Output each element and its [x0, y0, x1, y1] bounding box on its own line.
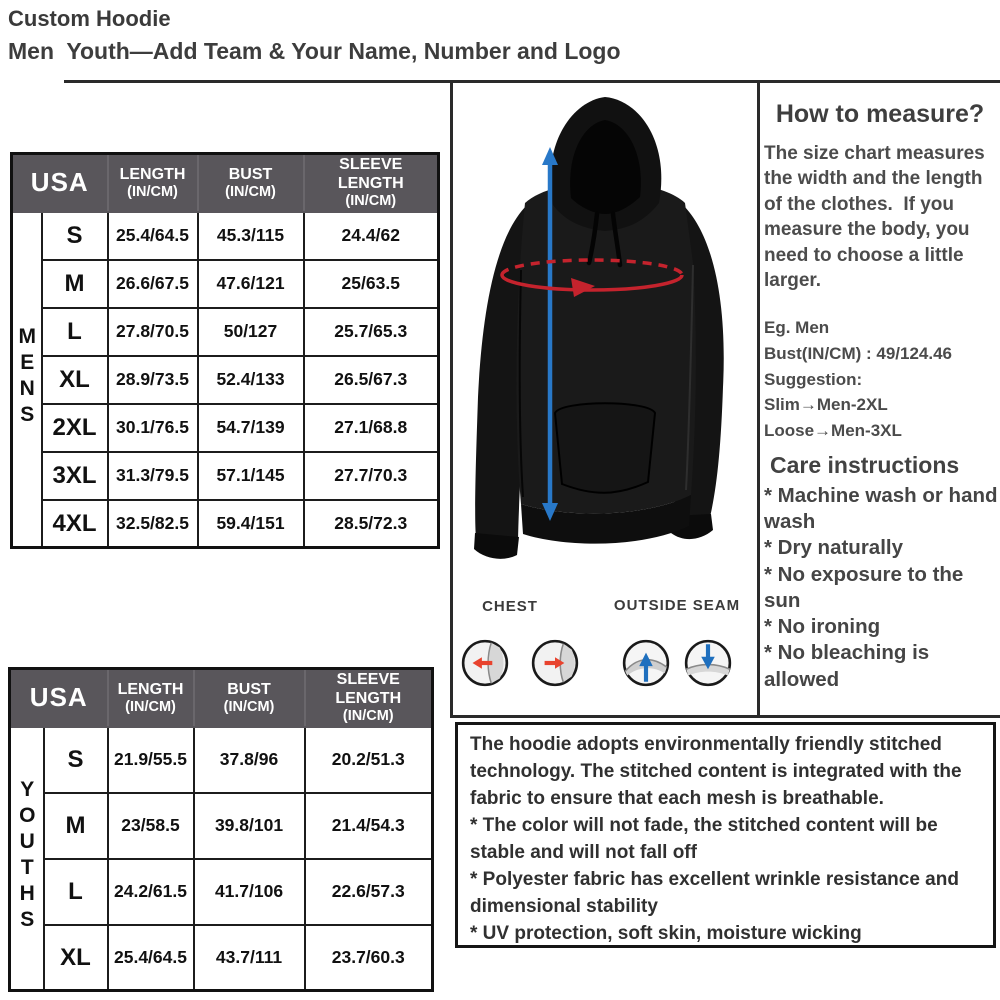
sleeve-cell: 26.5/67.3	[304, 356, 439, 404]
bust-cell: 43.7/111	[194, 925, 305, 991]
table-row	[12, 452, 439, 500]
header-usa: USA	[10, 669, 108, 727]
care-item: * No bleaching is allowed	[764, 641, 930, 691]
size-cell: L	[42, 308, 108, 356]
bust-cell: 57.1/145	[198, 452, 304, 500]
care-item: * Dry naturally	[764, 536, 903, 560]
chest-arrow-left-icon	[460, 638, 510, 688]
header-sleeve: SLEEVE LENGTH (IN/CM)	[305, 669, 433, 727]
chest-label: CHEST	[482, 598, 538, 615]
sizing-example-block	[764, 315, 998, 444]
sleeve-cell: 24.4/62	[304, 212, 439, 260]
care-item: * No ironing	[764, 615, 881, 639]
bust-cell: 50/127	[198, 308, 304, 356]
bust-cell: 39.8/101	[194, 793, 305, 859]
care-instructions-list	[764, 483, 1000, 693]
header-length: LENGTH (IN/CM)	[108, 154, 198, 212]
bust-cell: 41.7/106	[194, 859, 305, 925]
how-to-measure-body: The size chart measures the width and the length of the clothes. If you measure the body, you need to choose a little larger.	[764, 143, 990, 292]
bust-cell: 45.3/115	[198, 212, 304, 260]
care-item: * No exposure to the sun	[764, 562, 964, 612]
page-subtitle: Men Youth—Add Team & Your Name, Number and Logo	[8, 38, 621, 64]
size-cell: S	[42, 212, 108, 260]
mens-group-label: MENS	[12, 212, 42, 548]
hoodie-product-photo	[455, 85, 755, 585]
header-sleeve: SLEEVE LENGTH (IN/CM)	[304, 154, 439, 212]
description-paragraph: * Polyester fabric has excellent wrinkle resistance and dimensional stability	[470, 868, 959, 917]
table-row	[12, 356, 439, 404]
outside-seam-arrow-up-icon	[621, 638, 671, 688]
example-line: Eg. Men	[764, 318, 830, 337]
length-cell: 21.9/55.5	[108, 727, 194, 793]
panel-bottom-divider	[450, 715, 1000, 718]
sleeve-cell: 22.6/57.3	[305, 859, 433, 925]
outside-seam-label: OUTSIDE SEAM	[613, 597, 741, 614]
care-item: * Machine wash or hand wash	[764, 484, 998, 534]
size-cell: 3XL	[42, 452, 108, 500]
example-line: Bust(IN/CM) : 49/124.46	[764, 343, 952, 363]
length-cell: 26.6/67.5	[108, 260, 198, 308]
size-cell: M	[42, 260, 108, 308]
bust-cell: 59.4/151	[198, 500, 304, 548]
sleeve-cell: 27.7/70.3	[304, 452, 439, 500]
care-instructions-heading: Care instructions	[770, 452, 960, 478]
length-cell: 24.2/61.5	[108, 859, 194, 925]
sleeve-cell: 20.2/51.3	[305, 727, 433, 793]
table-header-row	[10, 669, 433, 727]
header-bust: BUST (IN/CM)	[198, 154, 304, 212]
length-cell: 25.4/64.5	[108, 925, 194, 991]
length-cell: 25.4/64.5	[108, 212, 198, 260]
length-cell: 32.5/82.5	[108, 500, 198, 548]
description-paragraph: * The color will not fade, the stitched content will be stable and will not fall off	[470, 814, 938, 863]
outside-seam-arrow-down-icon	[683, 638, 733, 688]
size-cell: XL	[42, 356, 108, 404]
example-line: Suggestion:	[764, 369, 863, 389]
size-cell: 2XL	[42, 404, 108, 452]
sleeve-cell: 27.1/68.8	[304, 404, 439, 452]
length-cell: 31.3/79.5	[108, 452, 198, 500]
table-row	[12, 212, 439, 260]
size-cell: 4XL	[42, 500, 108, 548]
example-line: Loose→Men-3XL	[764, 421, 902, 441]
table-row	[12, 500, 439, 548]
length-cell: 27.8/70.5	[108, 308, 198, 356]
description-paragraph: The hoodie adopts environmentally friendly stitched technology. The stitched content is integrated with the fabric to ensure that each mesh is breathable.	[470, 734, 962, 809]
length-cell: 28.9/73.5	[108, 356, 198, 404]
how-to-measure-heading: How to measure?	[775, 100, 985, 128]
top-divider	[64, 80, 1000, 83]
youths-size-table	[8, 667, 434, 992]
size-cell: L	[44, 859, 108, 925]
sleeve-cell: 21.4/54.3	[305, 793, 433, 859]
mens-size-table	[10, 152, 440, 549]
bust-cell: 47.6/121	[198, 260, 304, 308]
table-row	[12, 308, 439, 356]
description-paragraph: * UV protection, soft skin, moisture wicking	[470, 922, 862, 944]
table-row	[12, 260, 439, 308]
bust-cell: 52.4/133	[198, 356, 304, 404]
header-length: LENGTH (IN/CM)	[108, 669, 194, 727]
chest-arrow-right-icon	[530, 638, 580, 688]
youths-group-label: YOUTHS	[10, 727, 44, 991]
page-title: Custom Hoodie	[8, 6, 171, 31]
size-cell: XL	[44, 925, 108, 991]
sleeve-cell: 28.5/72.3	[304, 500, 439, 548]
header-usa: USA	[12, 154, 108, 212]
example-line: Slim→Men-2XL	[764, 395, 888, 415]
table-row	[10, 925, 433, 991]
product-description-box	[455, 722, 996, 948]
sleeve-cell: 23.7/60.3	[305, 925, 433, 991]
sleeve-cell: 25/63.5	[304, 260, 439, 308]
bust-cell: 37.8/96	[194, 727, 305, 793]
header-bust: BUST (IN/CM)	[194, 669, 305, 727]
size-cell: S	[44, 727, 108, 793]
length-cell: 23/58.5	[108, 793, 194, 859]
table-row	[10, 793, 433, 859]
panel-left-divider	[450, 80, 453, 718]
bust-cell: 54.7/139	[198, 404, 304, 452]
size-cell: M	[44, 793, 108, 859]
length-cell: 30.1/76.5	[108, 404, 198, 452]
table-row	[10, 727, 433, 793]
table-row	[10, 859, 433, 925]
panel-middle-divider	[757, 80, 760, 718]
table-row	[12, 404, 439, 452]
sleeve-cell: 25.7/65.3	[304, 308, 439, 356]
table-header-row	[12, 154, 439, 212]
